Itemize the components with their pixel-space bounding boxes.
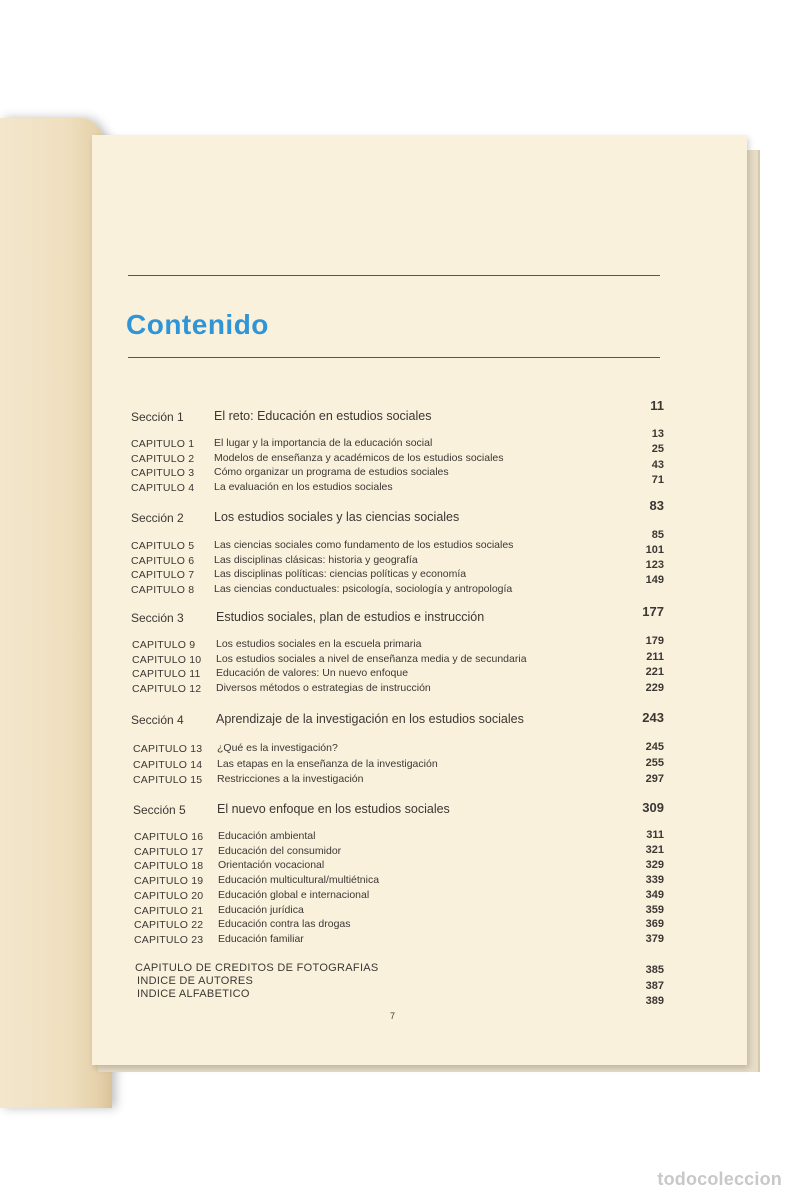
chapter-page-number: 321	[645, 843, 664, 856]
chapter-label: CAPITULO 2	[131, 452, 195, 465]
section-page-number: 309	[642, 800, 664, 815]
chapter-label: CAPITULO 7	[131, 569, 195, 582]
chapter-label: CAPITULO 22	[134, 919, 204, 932]
section-label: Sección 1	[131, 410, 184, 424]
section-title: El nuevo enfoque en los estudios sociales	[217, 802, 450, 816]
chapter-page-number: 101	[645, 544, 664, 556]
chapter-page-number: 255	[645, 756, 664, 769]
chapter-title: La evaluación en los estudios sociales	[214, 481, 393, 494]
chapter-label: CAPITULO 8	[131, 584, 195, 597]
chapter-page-number: 379	[645, 933, 664, 946]
page-title: Contenido	[126, 309, 269, 340]
back-matter-label: INDICE ALFABETICO	[137, 988, 250, 1000]
chapter-page-number: 123	[645, 559, 664, 571]
chapter-page-number: 359	[645, 903, 664, 916]
section-label: Sección 3	[131, 611, 184, 625]
chapter-page-number: 297	[645, 772, 664, 785]
section-title: Los estudios sociales y las ciencias sociales	[214, 510, 460, 524]
chapter-title: Educación multicultural/multiétnica	[218, 874, 380, 887]
title-rule-top	[128, 275, 660, 276]
chapter-page-number: 211	[646, 650, 664, 663]
chapter-title: Las disciplinas políticas: ciencias políticas y economía	[214, 568, 467, 581]
chapter-title: Diversos métodos o estrategias de instrucción	[216, 682, 431, 695]
chapter-title: Los estudios sociales a nivel de enseñanza media y de secundaria	[216, 652, 527, 665]
chapter-label: CAPITULO 6	[131, 554, 195, 567]
chapter-label: CAPITULO 9	[132, 639, 196, 651]
chapter-page-number: 245	[645, 741, 664, 753]
chapter-page-number: 369	[645, 918, 664, 931]
back-matter-label: INDICE DE AUTORES	[137, 975, 254, 987]
chapter-label: CAPITULO 20	[134, 889, 204, 902]
back-matter-label: CAPITULO DE CREDITOS DE FOTOGRAFIAS	[135, 962, 379, 974]
chapter-title: Educación contra las drogas	[218, 918, 351, 931]
chapter-label: CAPITULO 18	[134, 860, 204, 873]
chapter-title: Cómo organizar un programa de estudios sociales	[214, 466, 449, 479]
chapter-page-number: 349	[645, 888, 664, 901]
chapter-page-number: 13	[651, 428, 664, 440]
chapter-title: Los estudios sociales en la escuela primaria	[216, 638, 422, 650]
chapter-title: El lugar y la importancia de la educación social	[214, 437, 433, 449]
section-page-number: 243	[642, 710, 664, 725]
chapter-title: Educación global e internacional	[218, 888, 370, 901]
watermark: todocoleccion	[657, 1169, 782, 1189]
chapter-label: CAPITULO 15	[133, 774, 203, 787]
chapter-label: CAPITULO 14	[133, 758, 203, 771]
chapter-label: CAPITULO 3	[131, 467, 195, 480]
chapter-title: Restricciones a la investigación	[217, 773, 364, 786]
chapter-title: Educación del consumidor	[218, 844, 342, 857]
chapter-title: Modelos de enseñanza y académicos de los estudios sociales	[214, 451, 504, 464]
chapter-label: CAPITULO 23	[134, 933, 204, 946]
chapter-page-number: 221	[645, 666, 664, 679]
section-label: Sección 5	[133, 803, 186, 817]
chapter-page-number: 329	[645, 858, 664, 871]
chapter-title: Orientación vocacional	[218, 859, 325, 872]
chapter-page-number: 179	[645, 635, 664, 647]
chapter-label: CAPITULO 21	[134, 904, 204, 917]
chapter-page-number: 339	[645, 873, 664, 886]
section-page-number: 177	[642, 604, 664, 619]
chapter-label: CAPITULO 11	[132, 668, 201, 681]
chapter-page-number: 43	[651, 458, 664, 471]
section-title: Estudios sociales, plan de estudios e instrucción	[216, 610, 485, 624]
chapter-title: Educación familiar	[218, 932, 304, 945]
title-rule-bottom	[128, 357, 660, 358]
chapter-page-number: 85	[651, 529, 664, 541]
back-matter-page-number: 387	[645, 980, 664, 992]
back-matter-page-number: 385	[645, 964, 664, 976]
chapter-page-number: 311	[646, 829, 664, 841]
chapter-page-number: 149	[645, 574, 664, 586]
chapter-title: ¿Qué es la investigación?	[217, 742, 338, 754]
chapter-title: Las disciplinas clásicas: historia y geografía	[214, 553, 418, 566]
back-matter-page-number: 389	[645, 995, 664, 1007]
chapter-label: CAPITULO 16	[134, 831, 204, 843]
chapter-title: Las ciencias sociales como fundamento de los estudios sociales	[214, 539, 514, 551]
chapter-label: CAPITULO 5	[131, 540, 195, 552]
section-page-number: 11	[650, 398, 664, 413]
section-label: Sección 2	[131, 511, 184, 525]
chapter-label: CAPITULO 4	[131, 482, 195, 495]
chapter-title: Educación ambiental	[218, 830, 316, 842]
chapter-page-number: 25	[651, 443, 664, 456]
chapter-label: CAPITULO 17	[134, 845, 204, 858]
chapter-title: Educación de valores: Un nuevo enfoque	[216, 667, 409, 680]
chapter-title: Educación jurídica	[218, 903, 304, 916]
page-number: 7	[390, 1011, 396, 1021]
chapter-label: CAPITULO 19	[134, 875, 204, 888]
section-page-number: 83	[649, 498, 664, 513]
chapter-label: CAPITULO 1	[131, 438, 195, 450]
chapter-label: CAPITULO 10	[132, 653, 202, 666]
chapter-page-number: 71	[651, 473, 664, 486]
section-title: Aprendizaje de la investigación en los estudios sociales	[216, 712, 524, 726]
chapter-title: Las ciencias conductuales: psicología, sociología y antropología	[214, 583, 513, 596]
chapter-label: CAPITULO 13	[133, 743, 203, 755]
chapter-label: CAPITULO 12	[132, 683, 202, 696]
section-label: Sección 4	[131, 713, 184, 727]
chapter-page-number: 229	[645, 682, 664, 695]
chapter-title: Las etapas en la enseñanza de la investigación	[217, 757, 438, 770]
section-title: El reto: Educación en estudios sociales	[214, 409, 432, 423]
